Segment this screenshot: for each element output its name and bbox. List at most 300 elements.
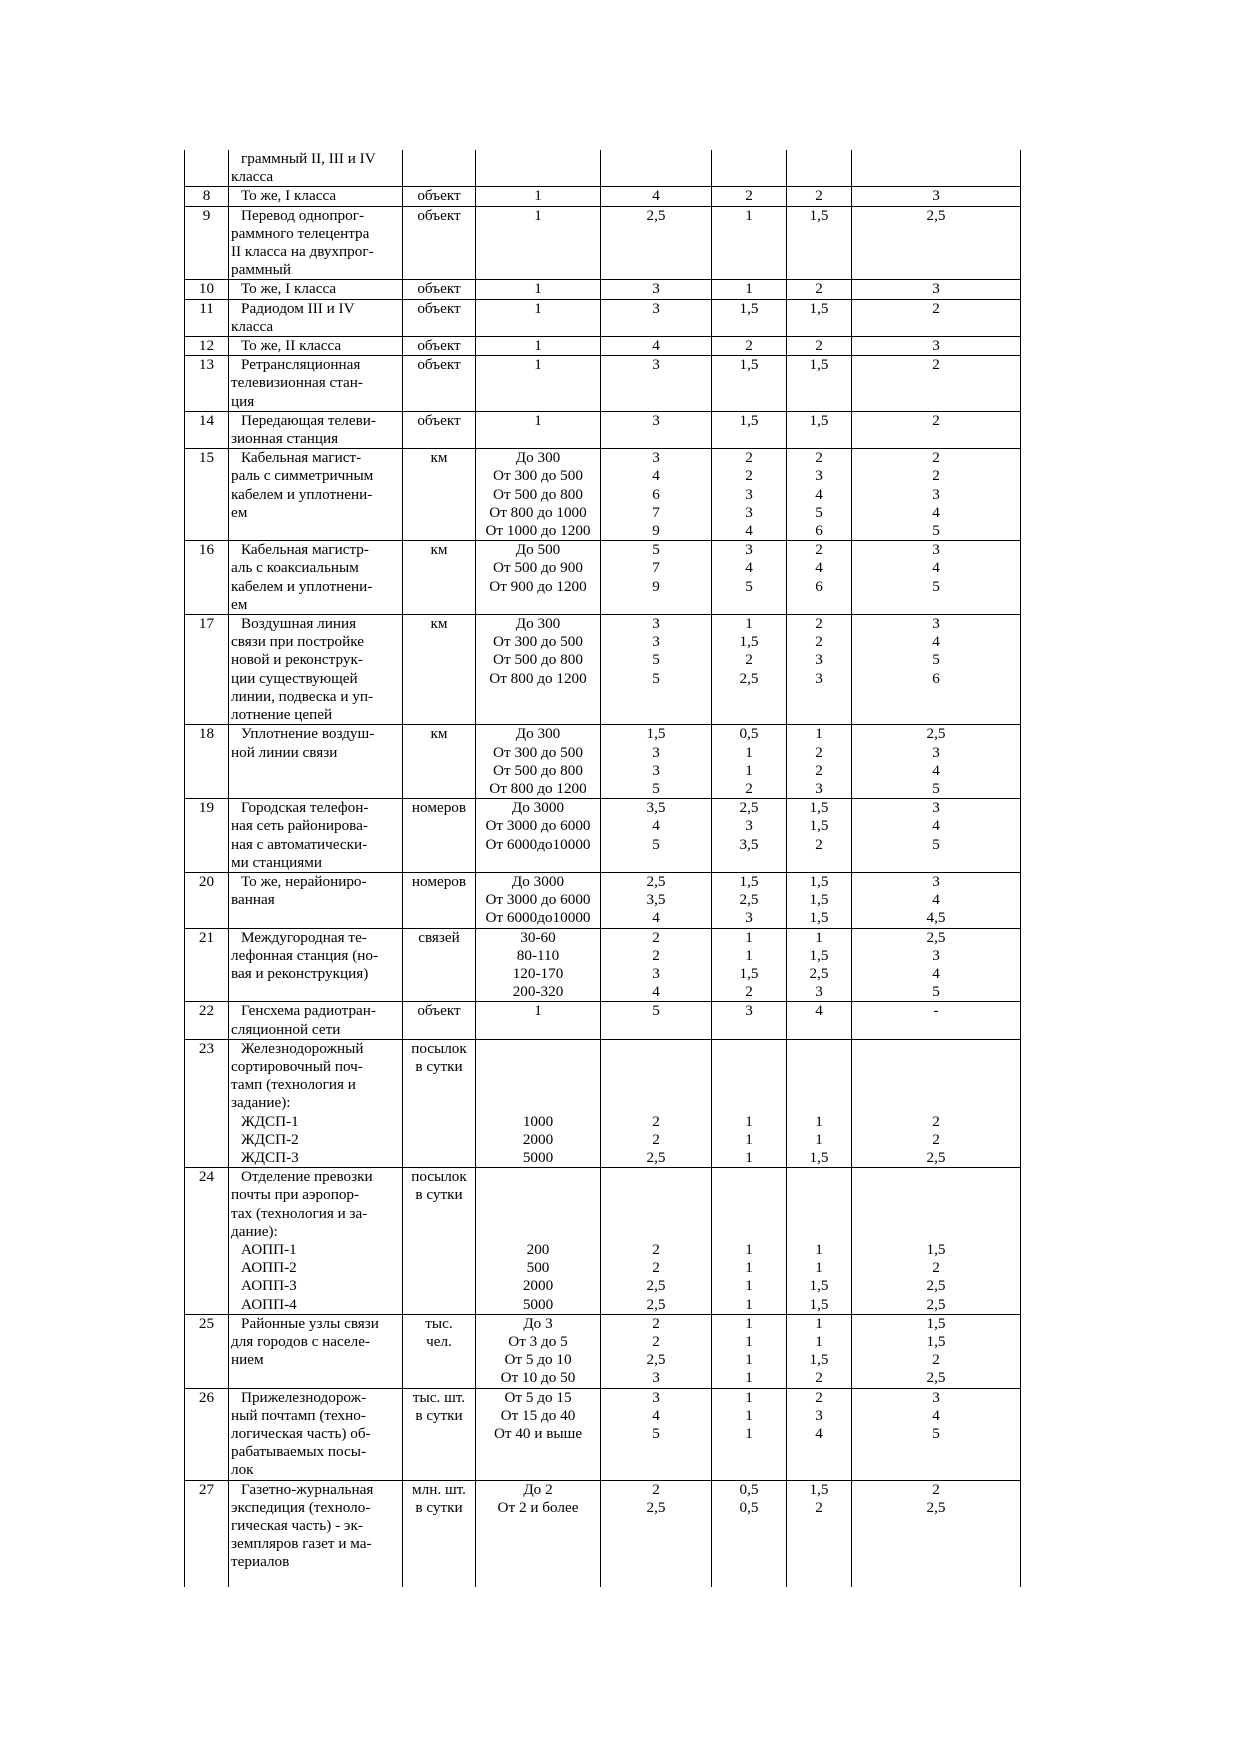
cell-line: 1,5 (926, 1240, 946, 1258)
value-cell-4 (852, 337, 1021, 356)
row-number: 8 (202, 187, 211, 205)
cell-line: Междугородная те- (241, 928, 367, 946)
parameter-cell (476, 299, 601, 336)
cell-line: логическая часть) об- (231, 1425, 371, 1443)
cell-line (604, 1094, 708, 1112)
cell-line: 3 (745, 1002, 753, 1020)
value-cell-2 (712, 541, 787, 615)
cell-line: 1,5 (809, 299, 829, 317)
cell-line: 4 (932, 559, 940, 577)
cell-line: ванная (231, 891, 275, 909)
cell-line: ем (231, 503, 248, 521)
cell-line: 2 (652, 1480, 660, 1498)
cell-line: 2 (815, 1388, 823, 1406)
cell-line: посылок (411, 1039, 467, 1057)
object-name-cell (229, 1480, 403, 1587)
object-name-cell (229, 1388, 403, 1480)
cell-line (604, 1223, 708, 1241)
cell-line: связей (418, 928, 460, 946)
cell-line (715, 1058, 783, 1076)
row-number-cell (185, 1388, 229, 1480)
cell-line: 1 (745, 206, 753, 224)
row-number: 22 (198, 1002, 215, 1020)
cell-line: От 10 до 50 (500, 1369, 576, 1387)
parameter-cell (476, 150, 601, 187)
table-row (185, 150, 1021, 187)
unit-cell (403, 872, 476, 928)
cell-line: гическая часть) - эк- (231, 1517, 363, 1535)
parameter-cell (476, 1480, 601, 1587)
table-row (185, 615, 1021, 725)
cell-line: 3 (932, 541, 940, 559)
cell-line: сортировочный поч- (231, 1057, 363, 1075)
cell-line: 2 (815, 1498, 823, 1516)
table-row (185, 799, 1021, 873)
cell-line: 2 (652, 1240, 660, 1258)
cell-line: км (430, 541, 448, 559)
cell-line: 1 (745, 615, 753, 633)
cell-line: лотнение цепей (231, 706, 333, 724)
cell-line: 0,5 (739, 1480, 759, 1498)
cell-line (790, 1076, 848, 1094)
cell-line: 200-320 (512, 983, 564, 1001)
object-name-cell (229, 449, 403, 541)
cell-line: 2 (932, 299, 940, 317)
cell-line: объект (417, 187, 461, 205)
cell-line: 3 (815, 467, 823, 485)
cell-line: 4,5 (926, 909, 946, 927)
cell-line: 4 (652, 467, 660, 485)
cell-line: 4 (652, 1406, 660, 1424)
cell-line: 3 (652, 615, 660, 633)
cell-line: До 300 (515, 725, 561, 743)
cell-line: 1 (815, 1333, 823, 1350)
cell-line: 1,5 (809, 411, 829, 429)
cell-line: Кабельная магистр- (241, 541, 369, 559)
cell-line: 2 (815, 615, 823, 633)
table-row (185, 337, 1021, 356)
value-cell-4 (852, 1002, 1021, 1039)
cell-line: тах (технология и за- (231, 1204, 368, 1222)
object-name-cell (229, 1168, 403, 1315)
cell-line: 3 (932, 743, 940, 761)
cell-line: 1 (745, 1277, 753, 1295)
row-number-cell (185, 1480, 229, 1587)
cell-line: 3 (815, 651, 823, 669)
cell-line: 2 (815, 337, 823, 355)
cell-line: 5 (932, 651, 940, 669)
object-name-cell (229, 615, 403, 725)
cell-line: нием (231, 1351, 264, 1369)
cell-line: объект (417, 356, 461, 374)
cell-line: Отделение превозки (241, 1168, 373, 1186)
cell-line: 1,5 (809, 1277, 829, 1295)
cell-line: линии, подвеска и уп- (231, 687, 374, 705)
value-cell-4 (852, 150, 1021, 187)
value-cell-1 (601, 541, 712, 615)
parameter-cell (476, 1314, 601, 1388)
parameter-cell (476, 1388, 601, 1480)
row-number-cell (185, 928, 229, 1002)
row-number-cell (185, 150, 229, 187)
cell-line: 1 (745, 946, 753, 964)
cell-line: 1 (745, 761, 753, 779)
value-cell-4 (852, 299, 1021, 336)
object-name-cell (229, 299, 403, 336)
cell-line: 1,5 (809, 909, 829, 927)
value-cell-2 (712, 449, 787, 541)
cell-line: От 6000до10000 (485, 835, 591, 853)
cell-line: 4 (932, 1406, 940, 1424)
row-number-cell (185, 356, 229, 412)
cell-line: 2,5 (646, 1295, 666, 1313)
value-cell-4 (852, 615, 1021, 725)
cell-line: 7 (652, 503, 660, 521)
unit-cell (403, 1480, 476, 1587)
cell-line (855, 1058, 1017, 1076)
cell-line (855, 1168, 1017, 1186)
cell-line: 4 (652, 337, 660, 355)
cell-line: 1 (745, 1130, 753, 1148)
cell-line: 1,5 (739, 633, 759, 651)
cell-line: 1 (745, 1351, 753, 1369)
cell-line: 1 (815, 1314, 823, 1332)
unit-cell (403, 1388, 476, 1480)
row-number: 27 (198, 1480, 215, 1498)
cell-line: 3 (932, 615, 940, 633)
value-cell-1 (601, 337, 712, 356)
value-cell-4 (852, 280, 1021, 299)
cell-line: ной линии связи (231, 743, 338, 761)
cell-line (479, 1223, 597, 1241)
table-row (185, 1002, 1021, 1039)
cell-line: лок (231, 1461, 254, 1479)
row-number-cell (185, 411, 229, 448)
cell-line: 1,5 (739, 299, 759, 317)
cell-line: в сутки (415, 1406, 463, 1424)
cell-line: От 800 до 1200 (489, 779, 587, 797)
cell-line: 0,5 (739, 725, 759, 743)
value-cell-3 (787, 872, 852, 928)
row-number: 9 (202, 206, 211, 224)
cell-line: 1 (534, 356, 542, 374)
cell-line: 2 (815, 761, 823, 779)
cell-line: Прижелезнодорож- (241, 1388, 367, 1406)
cell-line: 2,5 (926, 725, 946, 743)
cell-line: 2,5 (646, 206, 666, 224)
cell-line: 2 (815, 449, 823, 467)
table-row (185, 449, 1021, 541)
value-cell-3 (787, 449, 852, 541)
table-row (185, 1039, 1021, 1167)
value-cell-1 (601, 872, 712, 928)
value-cell-3 (787, 206, 852, 280)
unit-cell (403, 1002, 476, 1039)
cell-line: 1,5 (809, 206, 829, 224)
unit-cell (403, 1314, 476, 1388)
value-cell-4 (852, 411, 1021, 448)
cell-line: 3 (815, 1406, 823, 1424)
cell-line: 5 (652, 669, 660, 687)
table-row (185, 1314, 1021, 1388)
value-cell-2 (712, 1002, 787, 1039)
cell-line: экспедиция (техноло- (231, 1498, 371, 1516)
cell-line: От 3000 до 6000 (485, 817, 591, 835)
cell-line: 2,5 (926, 928, 946, 946)
cell-line: 1 (745, 1406, 753, 1424)
cell-line: 1 (745, 1333, 753, 1350)
value-cell-3 (787, 615, 852, 725)
value-cell-3 (787, 1314, 852, 1388)
cell-line: 5 (745, 577, 753, 595)
row-number: 18 (198, 725, 215, 743)
cell-line: 4 (815, 1002, 823, 1020)
value-cell-2 (712, 1168, 787, 1315)
cell-line: 4 (932, 503, 940, 521)
cell-line (479, 1094, 597, 1112)
cell-line: сляционной сети (231, 1020, 341, 1038)
cell-line: класса (231, 168, 274, 186)
cell-line: 7 (652, 559, 660, 577)
cell-line: 4 (932, 964, 940, 982)
cell-line: 1,5 (739, 872, 759, 890)
cell-line: ная с автоматически- (231, 835, 368, 853)
cell-line: 2 (745, 467, 753, 485)
cell-line: 3 (652, 299, 660, 317)
cell-line: 2 (745, 337, 753, 355)
value-cell-4 (852, 725, 1021, 799)
unit-cell (403, 280, 476, 299)
cell-line: 2,5 (926, 1277, 946, 1295)
cell-line: До 3000 (511, 872, 565, 890)
row-number-cell (185, 337, 229, 356)
cell-line: От 900 до 1200 (489, 577, 587, 595)
cell-line: 2,5 (926, 1369, 946, 1387)
cell-line: 2 (932, 1480, 940, 1498)
parameter-cell (476, 799, 601, 873)
cell-line: 4 (652, 909, 660, 927)
object-name-cell (229, 206, 403, 280)
cell-line: 30-60 (520, 928, 556, 946)
cell-line: кабелем и уплотнени- (231, 577, 373, 595)
value-cell-2 (712, 206, 787, 280)
cell-line: Ретрансляционная (241, 356, 361, 374)
cell-line: 5 (932, 835, 940, 853)
value-cell-3 (787, 187, 852, 206)
unit-cell (403, 187, 476, 206)
row-number-cell (185, 799, 229, 873)
cell-line: 3 (652, 1369, 660, 1387)
cell-line: 1 (745, 1295, 753, 1313)
cell-line: АОПП-2 (241, 1259, 297, 1277)
row-number-cell (185, 872, 229, 928)
table-row (185, 356, 1021, 412)
cell-line: 1 (745, 928, 753, 946)
cell-line: От 40 и выше (493, 1425, 583, 1443)
object-name-cell (229, 150, 403, 187)
cell-line: 4 (652, 187, 660, 205)
cell-line: 3 (932, 187, 940, 205)
cell-line: То же, I класса (241, 187, 337, 205)
row-number: 21 (198, 928, 215, 946)
cell-line: 1 (745, 1148, 753, 1166)
cell-line: 5000 (522, 1148, 554, 1166)
cell-line: рабатываемых посы- (231, 1443, 367, 1461)
value-cell-1 (601, 1002, 712, 1039)
cell-line: 3 (652, 633, 660, 651)
cell-line: почты при аэропор- (231, 1186, 360, 1204)
cell-line: - (933, 1002, 939, 1020)
parameter-cell (476, 1039, 601, 1167)
cell-line: 1 (815, 928, 823, 946)
cell-line: От 3000 до 6000 (485, 891, 591, 909)
cell-line: 5000 (522, 1295, 554, 1313)
value-cell-1 (601, 928, 712, 1002)
cell-line: ми станциями (231, 853, 322, 871)
value-cell-4 (852, 928, 1021, 1002)
unit-cell (403, 206, 476, 280)
cell-line: 2 (932, 411, 940, 429)
cell-line: 2 (932, 1130, 940, 1148)
cell-line: 2,5 (926, 1148, 946, 1166)
cell-line: От 5 до 15 (504, 1388, 572, 1406)
cell-line: 1 (815, 1240, 823, 1258)
cell-line: От 800 до 1000 (489, 503, 587, 521)
cell-line: 1 (745, 1314, 753, 1332)
cell-line: 1,5 (809, 356, 829, 374)
row-number: 13 (198, 356, 215, 374)
cell-line: 2 (932, 356, 940, 374)
cell-line (855, 1205, 1017, 1223)
cell-line: II класса на двухпрог- (231, 243, 374, 261)
cell-line: 1 (815, 1112, 823, 1130)
cell-line: 2 (815, 835, 823, 853)
table-row (185, 872, 1021, 928)
cell-line: 200 (526, 1240, 550, 1258)
value-cell-2 (712, 1388, 787, 1480)
cell-line: Кабельная магист- (241, 449, 362, 467)
cell-line: объект (417, 280, 461, 298)
cell-line (715, 1186, 783, 1204)
cell-line: 5 (932, 1425, 940, 1443)
cell-line: От 500 до 800 (493, 651, 583, 669)
cell-line: 1 (534, 280, 542, 298)
value-cell-1 (601, 187, 712, 206)
value-cell-2 (712, 356, 787, 412)
cell-line: 3 (815, 779, 823, 797)
value-cell-1 (601, 1480, 712, 1587)
value-cell-4 (852, 799, 1021, 873)
cell-line: 2 (815, 633, 823, 651)
value-cell-2 (712, 337, 787, 356)
cell-line: 1,5 (809, 1295, 829, 1313)
row-number-cell (185, 449, 229, 541)
table-row (185, 299, 1021, 336)
cell-line: лефонная станция (но- (231, 946, 379, 964)
unit-cell (403, 928, 476, 1002)
cell-line: 5 (652, 1425, 660, 1443)
row-number: 17 (198, 615, 215, 633)
cell-line: 2 (652, 946, 660, 964)
cell-line: 2,5 (926, 206, 946, 224)
row-number: 19 (198, 799, 215, 817)
cell-line: 5 (932, 522, 940, 540)
cell-line: До 500 (515, 541, 561, 559)
value-cell-2 (712, 411, 787, 448)
cell-line (855, 1040, 1017, 1058)
cell-line: 3 (652, 449, 660, 467)
value-cell-4 (852, 1314, 1021, 1388)
cell-line: 4 (652, 817, 660, 835)
cell-line: 2,5 (809, 964, 829, 982)
cell-line (715, 1094, 783, 1112)
cell-line: 3 (745, 909, 753, 927)
cell-line (604, 1205, 708, 1223)
cell-line: 2000 (522, 1277, 554, 1295)
cell-line: От 3 до 5 (508, 1333, 568, 1350)
row-number: 26 (198, 1388, 215, 1406)
value-cell-2 (712, 872, 787, 928)
cell-line: До 3000 (511, 799, 565, 817)
cell-line: млн. шт. (412, 1480, 466, 1498)
cell-line: 2 (652, 1112, 660, 1130)
table-body (185, 150, 1021, 1587)
value-cell-4 (852, 872, 1021, 928)
parameter-cell (476, 615, 601, 725)
value-cell-3 (787, 337, 852, 356)
parameter-cell (476, 872, 601, 928)
cell-line: связи при постройке (231, 633, 364, 651)
cell-line: 3 (652, 964, 660, 982)
cell-line: 4 (745, 559, 753, 577)
cell-line: ЖДСП-3 (241, 1148, 299, 1166)
object-name-cell (229, 799, 403, 873)
cell-line: зионная станция (231, 430, 339, 448)
cell-line: 3 (652, 1388, 660, 1406)
unit-cell (403, 725, 476, 799)
cell-line: 2,5 (926, 1295, 946, 1313)
cell-line (855, 1094, 1017, 1112)
value-cell-3 (787, 280, 852, 299)
value-cell-1 (601, 299, 712, 336)
cell-line: 2 (815, 743, 823, 761)
object-name-cell (229, 411, 403, 448)
cell-line: АОПП-1 (241, 1240, 297, 1258)
value-cell-2 (712, 615, 787, 725)
cell-line: От 500 до 900 (493, 559, 583, 577)
cell-line (479, 1205, 597, 1223)
cell-line: 5 (932, 983, 940, 1001)
cell-line: 1,5 (809, 1480, 829, 1498)
cell-line: 6 (815, 522, 823, 540)
parameter-cell (476, 1168, 601, 1315)
object-name-cell (229, 187, 403, 206)
cell-line (479, 1168, 597, 1186)
parameter-cell (476, 1002, 601, 1039)
object-name-cell (229, 725, 403, 799)
cell-line: 3 (815, 983, 823, 1001)
cell-line: 1,5 (809, 946, 829, 964)
value-cell-2 (712, 725, 787, 799)
value-cell-2 (712, 928, 787, 1002)
value-cell-1 (601, 615, 712, 725)
cell-line: 2,5 (646, 1351, 666, 1369)
cell-line: То же, I класса (241, 280, 337, 298)
cell-line: 6 (652, 485, 660, 503)
value-cell-1 (601, 1039, 712, 1167)
parameter-cell (476, 356, 601, 412)
cell-line: 1 (745, 1425, 753, 1443)
